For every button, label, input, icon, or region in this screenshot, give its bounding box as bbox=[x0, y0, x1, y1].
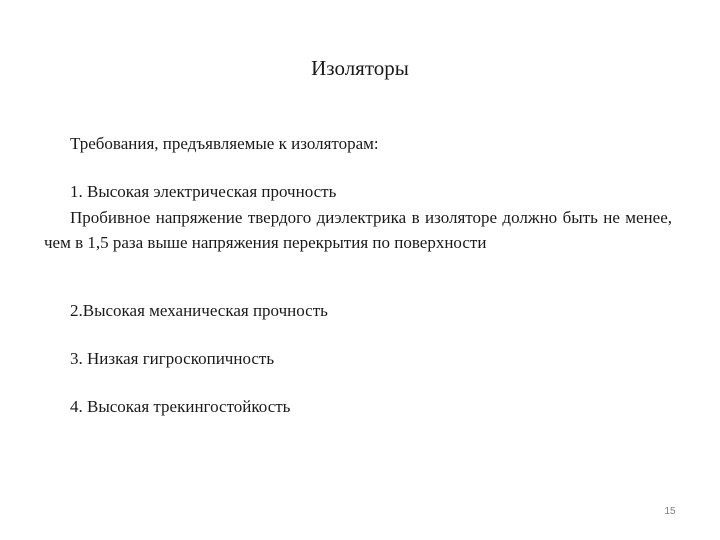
item-3-title: 3. Низкая гигроскопичность bbox=[70, 349, 275, 368]
item-4-title: 4. Высокая трекингостойкость bbox=[70, 397, 291, 416]
requirements-heading: Требования, предъявляемые к изоляторам: bbox=[70, 134, 379, 153]
item-1-description: Пробивное напряжение твердого диэлектрика в изоляторе должно быть не менее, чем в 1,5 раза выше напряжения перекрытия по поверхности bbox=[44, 208, 672, 252]
page-number: 15 bbox=[664, 506, 676, 517]
slide-title-text: Изоляторы bbox=[311, 56, 409, 80]
item-1-title: 1. Высокая электрическая прочность bbox=[70, 182, 337, 201]
item-2-title: 2.Высокая механическая прочность bbox=[70, 301, 328, 320]
slide-title bbox=[0, 54, 720, 82]
